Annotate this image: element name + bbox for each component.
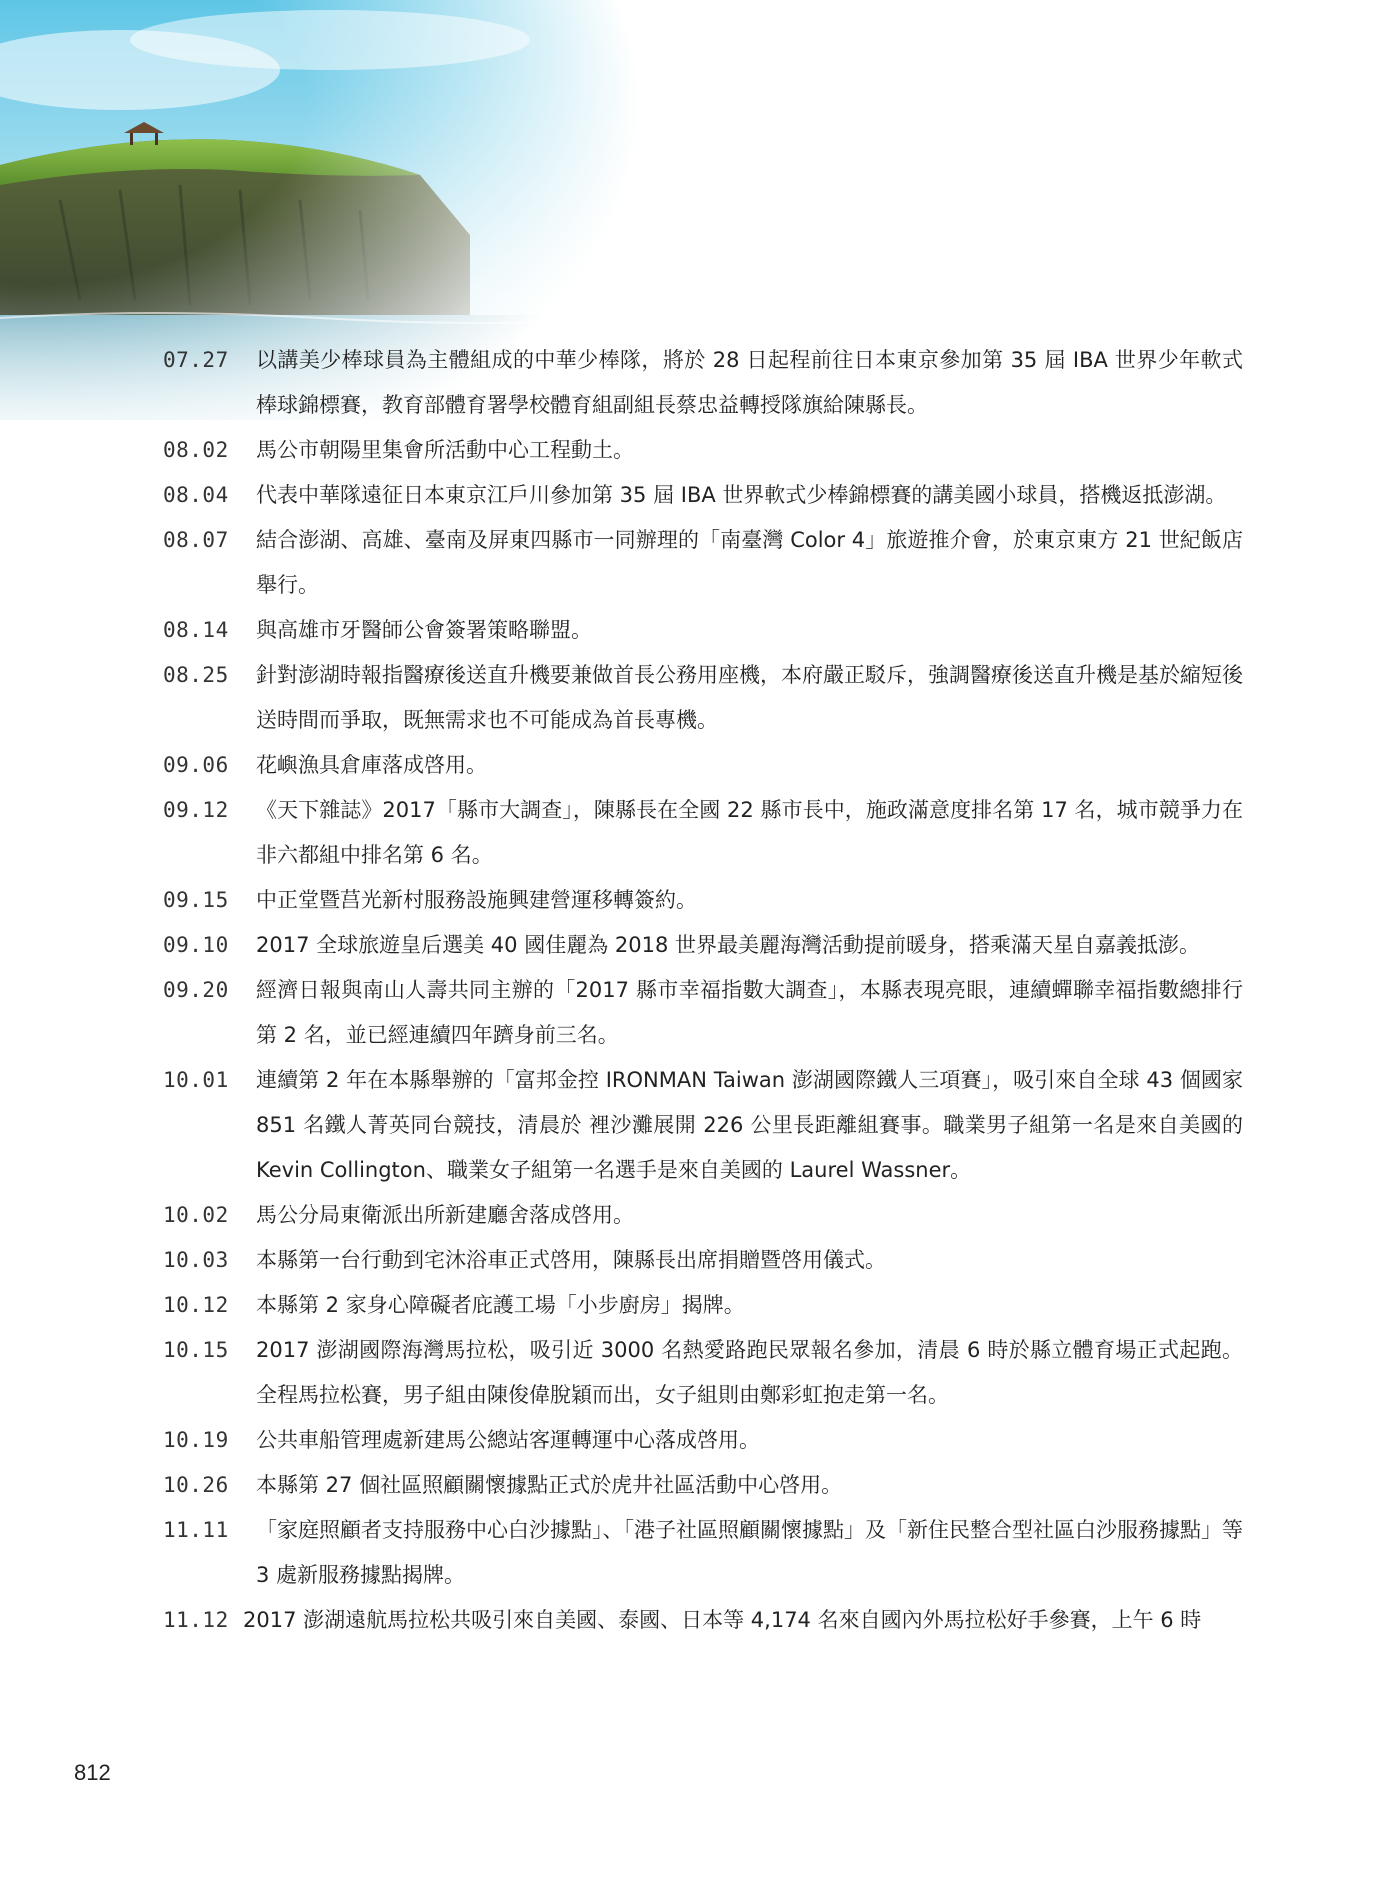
entry-text: 馬公分局東衛派出所新建廳舍落成啓用。 [256, 1203, 634, 1227]
entry-text: 針對澎湖時報指醫療後送直升機要兼做首長公務用座機，本府嚴正駁斥，強調醫療後送直升機是基於縮短後送時間而爭取，既無需求也不可能成為首長專機。 [256, 663, 1243, 732]
entry-date: 09.20 [163, 978, 229, 1002]
list-item [163, 428, 1243, 473]
list-item [163, 608, 1243, 653]
entry-date: 08.25 [163, 663, 229, 687]
page-number: 812 [74, 1760, 111, 1785]
entry-date: 11.12 [163, 1608, 229, 1632]
list-item [163, 1508, 1243, 1598]
entry-text: 連續第 2 年在本縣舉辦的「富邦金控 IRONMAN Taiwan 澎湖國際鐵人三項賽」，吸引來自全球 43 個國家 851 名鐵人菁英同台競技，清晨於 裡沙灘展開 226 公里長距離組賽事。職業男子組第一名是來自美國的 Kevin Collington、職業女子組第一名選手是來自美國的 Laurel Wassner。 [256, 1068, 1243, 1182]
list-item [163, 1283, 1243, 1328]
entry-date: 10.03 [163, 1248, 229, 1272]
entry-text: 結合澎湖、高雄、臺南及屏東四縣市一同辦理的「南臺灣 Color 4」旅遊推介會，於東京東方 21 世紀飯店舉行。 [256, 528, 1243, 597]
list-item [163, 338, 1243, 428]
list-item [163, 878, 1243, 923]
entry-date: 09.06 [163, 753, 229, 777]
entry-date: 08.02 [163, 438, 229, 462]
entry-date: 09.15 [163, 888, 229, 912]
entry-text: 花嶼漁具倉庫落成啓用。 [256, 753, 487, 777]
entry-date: 11.11 [163, 1518, 229, 1542]
list-item [163, 1418, 1243, 1463]
list-item [163, 743, 1243, 788]
entry-text: 2017 澎湖國際海灣馬拉松，吸引近 3000 名熱愛路跑民眾報名參加，清晨 6 時於縣立體育場正式起跑。全程馬拉松賽，男子組由陳俊偉脫穎而出，女子組則由鄭彩虹抱走第一名。 [256, 1338, 1243, 1407]
entry-text: 2017 澎湖遠航馬拉松共吸引來自美國、泰國、日本等 4,174 名來自國內外馬拉松好手參賽，上午 6 時 [243, 1608, 1202, 1632]
list-item [163, 1463, 1243, 1508]
entry-text: 本縣第一台行動到宅沐浴車正式啓用，陳縣長出席捐贈暨啓用儀式。 [256, 1248, 886, 1272]
list-item [163, 1058, 1243, 1193]
entry-date: 10.02 [163, 1203, 229, 1227]
entry-text: 本縣第 27 個社區照顧關懷據點正式於虎井社區活動中心啓用。 [256, 1473, 843, 1497]
list-item [163, 788, 1243, 878]
list-item [163, 518, 1243, 608]
entry-date: 10.15 [163, 1338, 229, 1362]
entry-date: 07.27 [163, 348, 229, 372]
list-item [163, 1193, 1243, 1238]
entry-date: 09.10 [163, 933, 229, 957]
entry-text: 公共車船管理處新建馬公總站客運轉運中心落成啓用。 [256, 1428, 760, 1452]
entry-text: 代表中華隊遠征日本東京江戶川參加第 35 屆 IBA 世界軟式少棒錦標賽的講美國小球員，搭機返抵澎湖。 [256, 483, 1227, 507]
entry-text: 「家庭照顧者支持服務中心白沙據點」、「港子社區照顧關懷據點」及「新住民整合型社區白沙服務據點」等 3 處新服務據點揭牌。 [256, 1518, 1243, 1587]
entry-date: 08.07 [163, 528, 229, 552]
list-item [163, 1598, 1243, 1643]
entry-date: 10.01 [163, 1068, 229, 1092]
entry-date: 10.12 [163, 1293, 229, 1317]
list-item [163, 968, 1243, 1058]
entry-date: 08.14 [163, 618, 229, 642]
entry-date: 10.19 [163, 1428, 229, 1452]
chronology-list [163, 338, 1243, 1643]
entry-date: 10.26 [163, 1473, 229, 1497]
list-item [163, 473, 1243, 518]
entry-text: 2017 全球旅遊皇后選美 40 國佳麗為 2018 世界最美麗海灣活動提前暖身，搭乘滿天星自嘉義抵澎。 [256, 933, 1200, 957]
entry-text: 經濟日報與南山人壽共同主辦的「2017 縣市幸福指數大調查」，本縣表現亮眼，連續蟬聯幸福指數總排行第 2 名，並已經連續四年躋身前三名。 [256, 978, 1243, 1047]
list-item [163, 653, 1243, 743]
entry-date: 08.04 [163, 483, 229, 507]
list-item [163, 1238, 1243, 1283]
entry-text: 《天下雜誌》2017「縣市大調查」，陳縣長在全國 22 縣市長中，施政滿意度排名第 17 名，城市競爭力在非六都組中排名第 6 名。 [256, 798, 1243, 867]
list-item [163, 923, 1243, 968]
list-item [163, 1328, 1243, 1418]
entry-text: 本縣第 2 家身心障礙者庇護工場「小步廚房」揭牌。 [256, 1293, 745, 1317]
entry-text: 馬公市朝陽里集會所活動中心工程動土。 [256, 438, 634, 462]
entry-text: 中正堂暨莒光新村服務設施興建營運移轉簽約。 [256, 888, 697, 912]
entry-text: 以講美少棒球員為主體組成的中華少棒隊，將於 28 日起程前往日本東京參加第 35 屆 IBA 世界少年軟式棒球錦標賽，教育部體育署學校體育組副組長蔡忠益轉授隊旗給陳縣長。 [256, 348, 1243, 417]
entry-date: 09.12 [163, 798, 229, 822]
entry-text: 與高雄市牙醫師公會簽署策略聯盟。 [256, 618, 592, 642]
